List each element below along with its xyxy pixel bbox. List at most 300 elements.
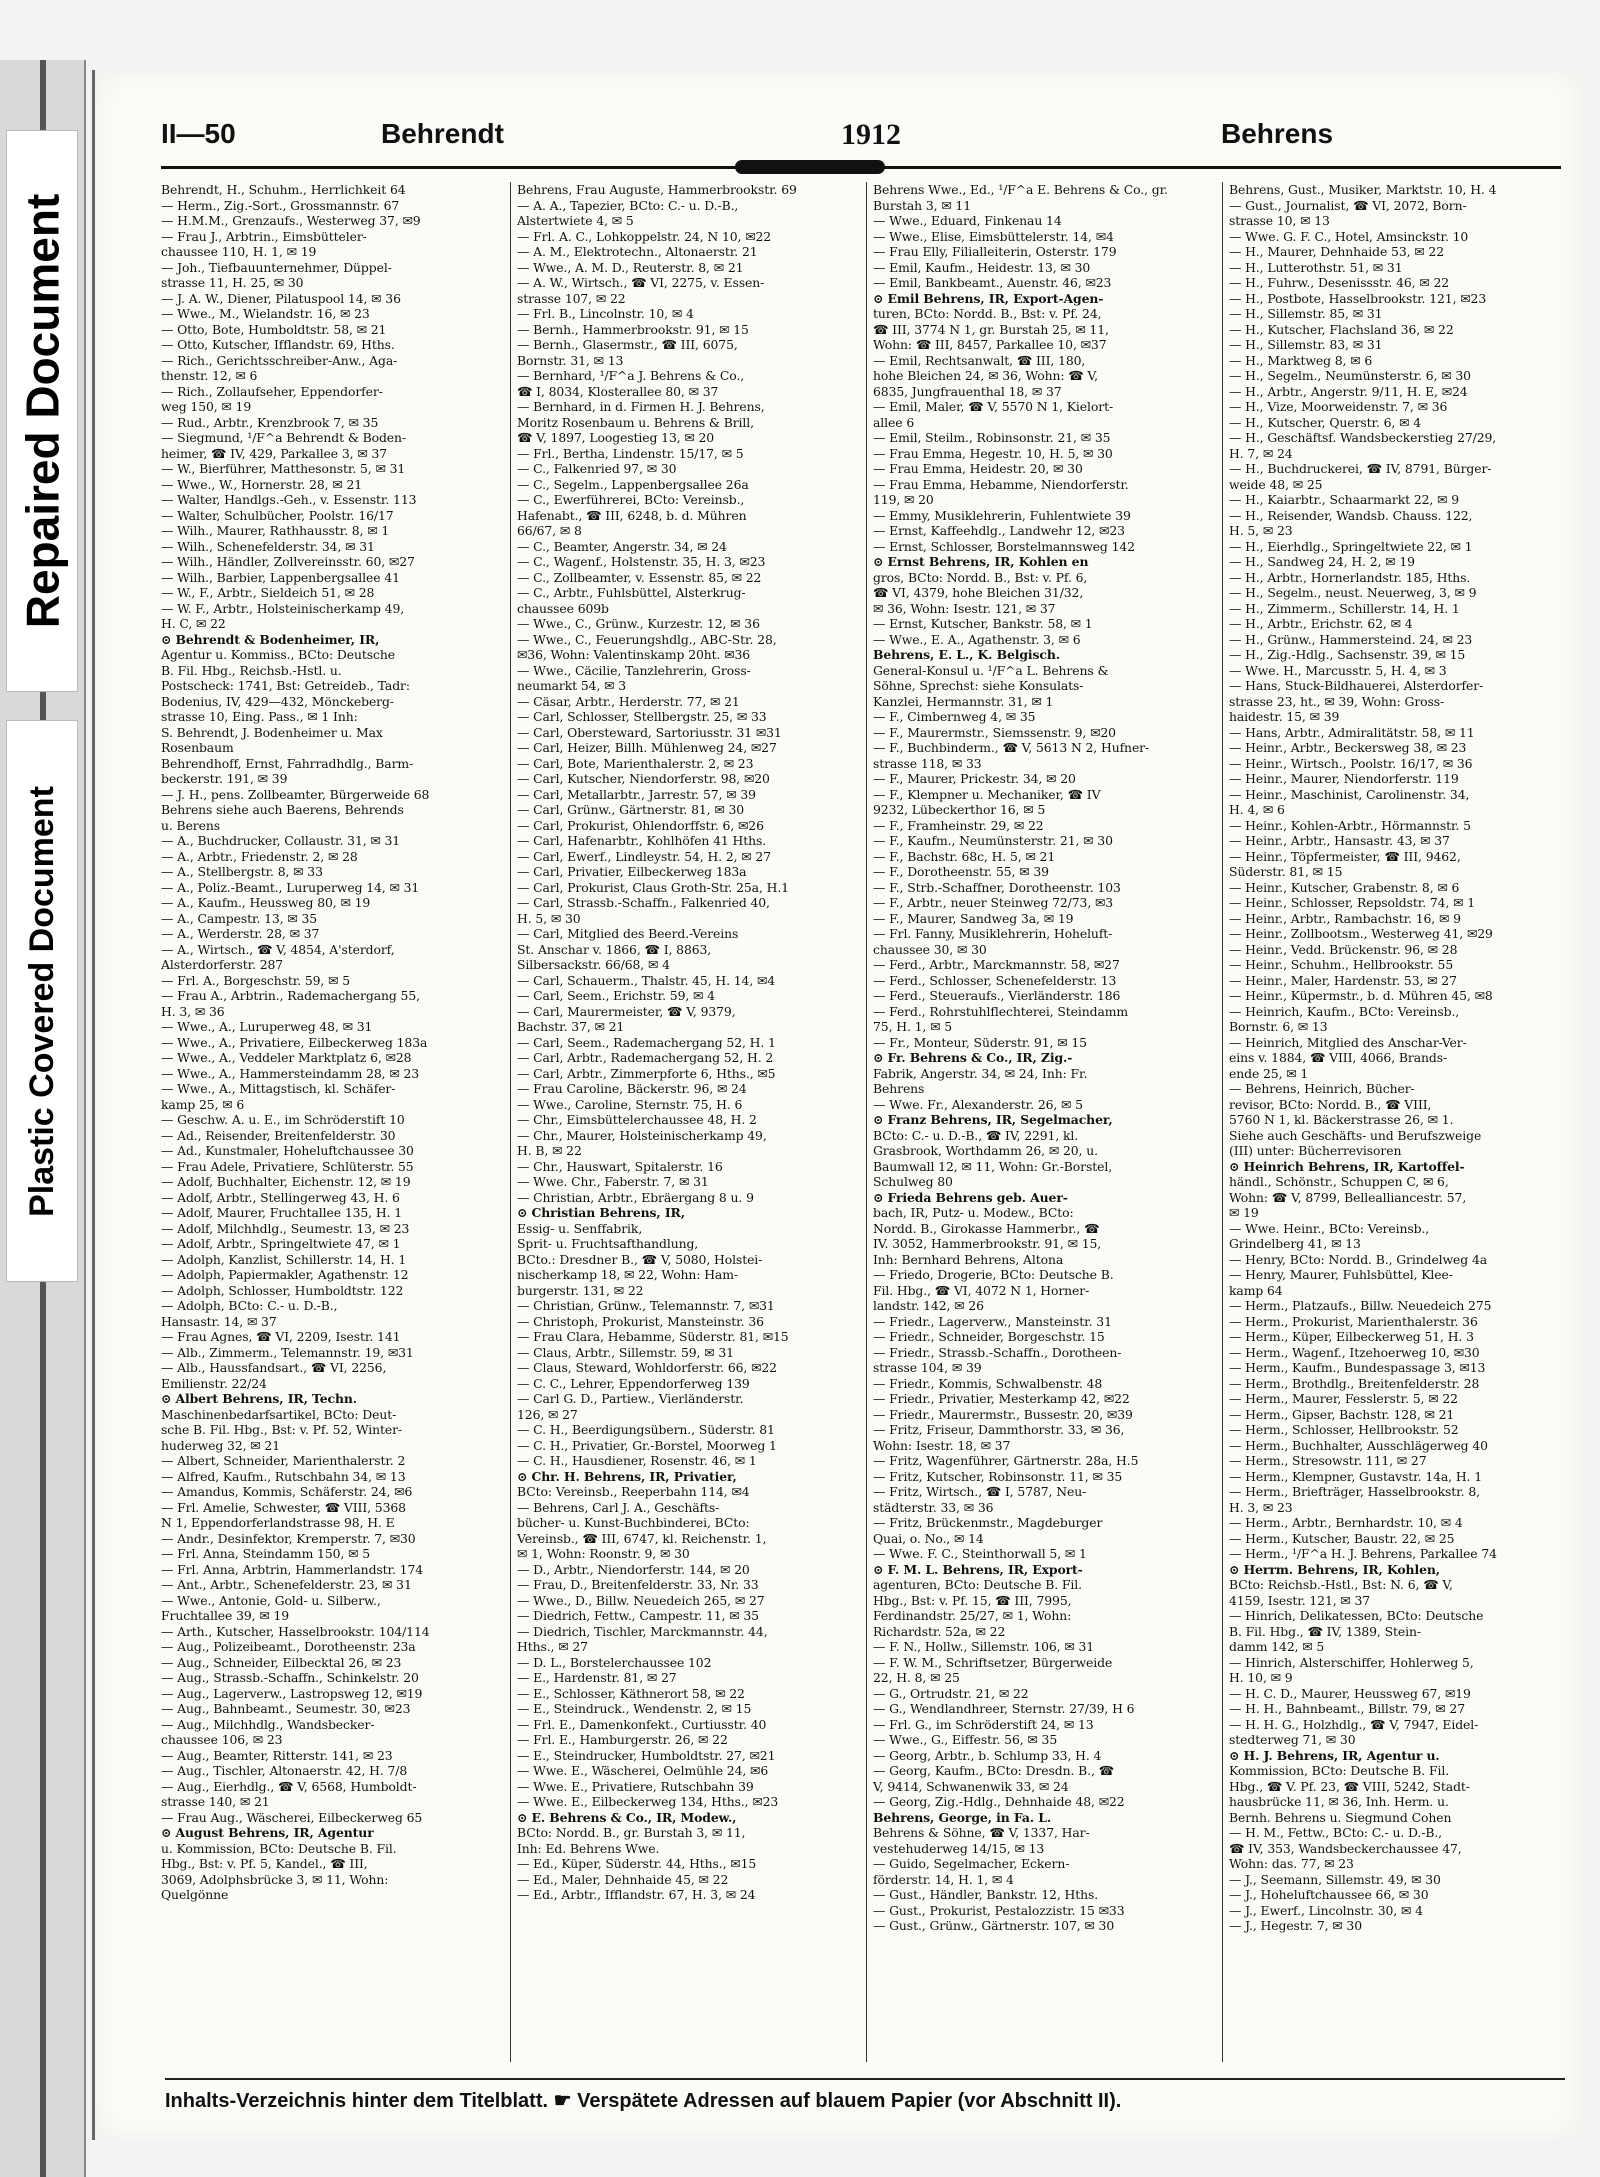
directory-entry: — Ernst, Kaffeehdlg., Landwehr 12, ✉23 <box>873 523 1125 538</box>
directory-entry: — Bernh., Glasermstr., ☎ III, 6075, <box>517 337 738 352</box>
directory-entry: — Chr., Hauswart, Spitalerstr. 16 <box>517 1158 723 1174</box>
directory-entry: H. C, ✉ 22 <box>161 616 226 631</box>
directory-entry: — Frl. A., Borgeschstr. 59, ✉ 5 <box>161 972 351 988</box>
directory-entry: — A., Wirtsch., ☎ V, 4854, A'sterdorf, <box>161 941 395 957</box>
directory-entry: — Herm., Küper, Eilbeckerweg 51, H. 3 <box>1229 1329 1474 1344</box>
directory-entry: — W., Bierführer, Matthesonstr. 5, ✉ 31 <box>161 461 406 476</box>
directory-entry: — C. C., Lehrer, Eppendorferweg 139 <box>517 1375 750 1391</box>
directory-entry: Hbg., Bst: v. Pf. 5, Kandel., ☎ III, <box>161 1856 368 1871</box>
directory-entry: — Herm., Gipser, Bachstr. 128, ✉ 21 <box>1229 1406 1455 1422</box>
directory-entry: — Ferd., Schlosser, Schenefelderstr. 13 <box>873 972 1117 988</box>
directory-entry: — Herm., Kutscher, Baustr. 22, ✉ 25 <box>1229 1530 1455 1546</box>
column-separator <box>866 182 867 2062</box>
directory-entry: — Herm., Arbtr., Bernhardstr. 10, ✉ 4 <box>1229 1515 1463 1530</box>
directory-entry: — Gust., Händler, Bankstr. 12, Hths. <box>873 1887 1099 1902</box>
directory-entry: — Carl, Grünw., Gärtnerstr. 81, ✉ 30 <box>517 802 745 817</box>
directory-entry: (III) unter: Bücherrevisoren <box>1229 1143 1402 1158</box>
directory-entry: neumarkt 54, ✉ 3 <box>517 678 627 693</box>
directory-entry: Behrens, Gust., Musiker, Marktstr. 10, H. 4 <box>1229 182 1497 197</box>
directory-entry: — Gust., Grünw., Gärtnerstr. 107, ✉ 30 <box>873 1918 1115 1933</box>
directory-entry: — Wwe., Elise, Eimsbüttelerstr. 14, ✉4 <box>873 228 1114 244</box>
directory-entry: — H., Grünw., Hammersteind. 24, ✉ 23 <box>1229 631 1473 647</box>
header-rule-ornament <box>735 160 885 174</box>
directory-entry: — Bernh., Hammerbrookstr. 91, ✉ 15 <box>517 321 749 337</box>
directory-entry: — Wwe. Fr., Alexanderstr. 26, ✉ 5 <box>873 1096 1083 1112</box>
directory-entry: — Fr., Monteur, Süderstr. 91, ✉ 15 <box>873 1034 1087 1050</box>
directory-entry: — Claus, Steward, Wohldorferstr. 66, ✉22 <box>517 1360 777 1375</box>
directory-entry: — Emil, Steilm., Robinsonstr. 21, ✉ 35 <box>873 430 1111 445</box>
directory-entry: ⊙ Franz Behrens, IR, Segelmacher, <box>873 1112 1113 1127</box>
directory-entry: Fil. Hbg., ☎ VI, 4072 N 1, Horner- <box>873 1282 1090 1298</box>
directory-entry: Rosenbaum <box>161 740 234 755</box>
directory-entry: Behrens Wwe., Ed., ¹/F^a E. Behrens & Co., gr. <box>873 182 1168 197</box>
directory-entry: H. 3, ✉ 36 <box>161 1003 225 1019</box>
directory-entry: — H., Zimmerm., Schillerstr. 14, H. 1 <box>1229 600 1460 616</box>
directory-entry: — C. H., Beerdigungsübern., Süderstr. 81 <box>517 1422 775 1437</box>
directory-entry: — Hans, Arbtr., Admiralitätstr. 58, ✉ 11 <box>1229 724 1475 740</box>
directory-entry: St. Anschar v. 1866, ☎ I, 8863, <box>517 941 712 957</box>
directory-entry: — Georg, Arbtr., b. Schlump 33, H. 4 <box>873 1747 1102 1763</box>
directory-entry: sche B. Fil. Hbg., Bst: v. Pf. 52, Winter- <box>161 1422 403 1437</box>
directory-entry: — Ed., Küper, Süderstr. 44, Hths., ✉15 <box>517 1856 757 1871</box>
directory-entry: — Fritz, Kutscher, Robinsonstr. 11, ✉ 35 <box>873 1468 1123 1484</box>
directory-entry: stedterweg 71, ✉ 30 <box>1229 1732 1356 1747</box>
directory-entry: chaussee 30, ✉ 30 <box>873 941 987 957</box>
directory-entry: — H., Kutscher, Querstr. 6, ✉ 4 <box>1229 414 1421 430</box>
directory-entry: — Siegmund, ¹/F^a Behrendt & Boden- <box>161 430 406 445</box>
directory-entry: — Rich., Gerichtsschreiber-Anw., Aga- <box>161 352 398 368</box>
directory-entry: — Frau J., Arbtrin., Eimsbütteler- <box>161 228 367 244</box>
directory-entry: ⊙ August Behrens, IR, Agentur <box>161 1825 374 1840</box>
directory-entry: — Christian, Grünw., Telemannstr. 7, ✉31 <box>517 1298 775 1313</box>
directory-entry: — Friedo, Drogerie, BCto: Deutsche B. <box>873 1267 1114 1282</box>
directory-entry: — Wwe., Antonie, Gold- u. Silberw., <box>161 1592 381 1608</box>
directory-entry: — H., Kaiarbtr., Schaarmarkt 22, ✉ 9 <box>1229 492 1459 507</box>
directory-entry: — Heinr., Arbtr., Beckersweg 38, ✉ 23 <box>1229 740 1467 755</box>
directory-entry: — Amandus, Kommis, Schäferstr. 24, ✉6 <box>161 1484 413 1499</box>
directory-entry: — Wwe., C., Grünw., Kurzestr. 12, ✉ 36 <box>517 616 760 631</box>
directory-entry: 22, H. 8, ✉ 25 <box>873 1670 960 1685</box>
directory-entry: ⊙ H. J. Behrens, IR, Agentur u. <box>1229 1747 1440 1763</box>
directory-entry: gros, BCto: Nordd. B., Bst: v. Pf. 6, <box>873 569 1088 585</box>
directory-entry: — Wwe., A., Hammersteindamm 28, ✉ 23 <box>161 1065 420 1081</box>
directory-entry: u. Kommission, BCto: Deutsche B. Fil. <box>161 1840 397 1856</box>
directory-entry: — Arth., Kutscher, Hasselbrookstr. 104/114 <box>161 1623 430 1639</box>
repaired-document-label <box>6 130 78 692</box>
directory-entry: — C., Arbtr., Fuhlsbüttel, Alsterkrug- <box>517 585 746 600</box>
directory-entry: H. 5, ✉ 23 <box>1229 523 1293 538</box>
directory-entry: S. Behrendt, J. Bodenheimer u. Max <box>161 724 383 740</box>
directory-entry: — Wwe., A., Mittagstisch, kl. Schäfer- <box>161 1081 396 1096</box>
directory-entry: — Wwe., Eduard, Finkenau 14 <box>873 213 1062 228</box>
directory-entry: — Henry, Maurer, Fuhlsbüttel, Klee- <box>1229 1267 1453 1282</box>
directory-entry: — H., Maurer, Dehnhaide 53, ✉ 22 <box>1229 244 1444 259</box>
directory-entry: — C. H., Hausdiener, Rosenstr. 46, ✉ 1 <box>517 1453 757 1468</box>
directory-entry: beckerstr. 191, ✉ 39 <box>161 771 288 786</box>
directory-entry: — Carl, Seem., Erichstr. 59, ✉ 4 <box>517 988 715 1003</box>
directory-entry: — C., Wagenf., Holstenstr. 35, H. 3, ✉23 <box>517 554 766 569</box>
directory-entry: Behrens <box>873 1081 925 1096</box>
directory-entry: — Gust., Journalist, ☎ VI, 2072, Born- <box>1229 197 1467 213</box>
directory-entry: — Wwe., W., Hornerstr. 28, ✉ 21 <box>161 476 363 492</box>
directory-entry: — A., Arbtr., Friedenstr. 2, ✉ 28 <box>161 848 358 864</box>
directory-entry: V, 9414, Schwanenwik 33, ✉ 24 <box>873 1778 1069 1794</box>
header-year: 1912 <box>841 118 901 151</box>
directory-entry: — Behrens, Heinrich, Bücher- <box>1229 1081 1415 1096</box>
directory-entry: — Carl, Arbtr., Rademachergang 52, H. 2 <box>517 1050 774 1065</box>
directory-entry: — Carl, Schauerm., Thalstr. 45, H. 14, ✉4 <box>517 972 776 988</box>
directory-entry: — Frau Agnes, ☎ VI, 2209, Isestr. 141 <box>161 1329 401 1344</box>
directory-entry: strasse 140, ✉ 21 <box>161 1794 270 1809</box>
directory-entry: Hbg., Bst: v. Pf. 15, ☎ III, 7995, <box>873 1592 1072 1608</box>
directory-entry: — Adolf, Maurer, Fruchtallee 135, H. 1 <box>161 1205 403 1220</box>
directory-entry: Quai, o. No., ✉ 14 <box>873 1530 984 1546</box>
directory-entry: — Heinr., Küpermstr., b. d. Mühren 45, ✉8 <box>1229 988 1493 1003</box>
directory-entry: agenturen, BCto: Deutsche B. Fil. <box>873 1577 1082 1592</box>
directory-entry: — Joh., Tiefbauunternehmer, Düppel- <box>161 259 392 275</box>
directory-entry: — Aug., Milchhdlg., Wandsbecker- <box>161 1716 375 1732</box>
directory-entry: 119, ✉ 20 <box>873 492 934 507</box>
directory-entry: — Frl. Anna, Steindamm 150, ✉ 5 <box>161 1546 370 1561</box>
directory-entry: — H., Reisender, Wandsb. Chauss. 122, <box>1229 507 1473 523</box>
directory-entry: — F., Buchbinderm., ☎ V, 5613 N 2, Hufner- <box>873 740 1150 755</box>
directory-entry: BCto.: Dresdner B., ☎ V, 5080, Holstei- <box>517 1251 763 1267</box>
directory-entry: Kanzlei, Hermannstr. 31, ✉ 1 <box>873 693 1054 709</box>
directory-entry: — Wwe., A. M. D., Reuterstr. 8, ✉ 21 <box>517 259 744 275</box>
directory-entry: revisor, BCto: Nordd. B., ☎ VIII, <box>1229 1096 1432 1112</box>
directory-entry: — Carl G. D., Partiew., Vierländerstr. <box>517 1391 744 1406</box>
directory-entry: — Friedr., Kommis, Schwalbenstr. 48 <box>873 1375 1103 1391</box>
directory-entry: — J., Hoheluftchaussee 66, ✉ 30 <box>1229 1887 1429 1902</box>
directory-entry: — Ferd., Arbtr., Marckmannstr. 58, ✉27 <box>873 957 1120 972</box>
directory-entry: — C., Ewerführerei, BCto: Vereinsb., <box>517 492 745 507</box>
directory-entry: — Christoph, Prokurist, Mansteinstr. 36 <box>517 1313 764 1329</box>
directory-entry: — Chr., Maurer, Holsteinischerkamp 49, <box>517 1127 767 1143</box>
directory-entry: General-Konsul u. ¹/F^a L. Behrens & <box>873 662 1109 678</box>
directory-entry: — G., Wendlandhreer, Sternstr. 27/39, H 6 <box>873 1701 1135 1716</box>
directory-entry: — H. H., Bahnbeamt., Billstr. 79, ✉ 27 <box>1229 1701 1465 1716</box>
directory-entry: Behrendt, H., Schuhm., Herrlichkeit 64 <box>161 182 406 197</box>
directory-entry: — Wwe., A., Veddeler Marktplatz 6, ✉28 <box>161 1050 412 1065</box>
directory-entry: Ferdinandstr. 25/27, ✉ 1, Wohn: <box>873 1608 1072 1623</box>
directory-entry: — Ed., Maler, Dehnhaide 45, ✉ 22 <box>517 1871 729 1887</box>
directory-entry: — A. M., Elektrotechn., Altonaerstr. 21 <box>517 244 758 259</box>
directory-entry: — Herm., Brothdlg., Breitenfelderstr. 28 <box>1229 1375 1480 1391</box>
directory-entry: — Albert, Schneider, Marienthalerstr. 2 <box>161 1453 406 1468</box>
directory-entry: — A. A., Tapezier, BCto: C.- u. D.-B., <box>517 197 739 213</box>
directory-entry: Silbersackstr. 66/68, ✉ 4 <box>517 957 670 972</box>
directory-entry: — Wwe., Caroline, Sternstr. 75, H. 6 <box>517 1096 743 1112</box>
directory-entry: — Frau A., Arbtrin., Rademachergang 55, <box>161 988 420 1003</box>
directory-entry: ⊙ Frieda Behrens geb. Auer- <box>873 1189 1068 1205</box>
directory-entry: Vereinsb., ☎ III, 6747, kl. Reichenstr. 1, <box>517 1530 767 1546</box>
directory-entry: — Frl. Fanny, Musiklehrerin, Hoheluft- <box>873 926 1113 941</box>
directory-entry: H. 7, ✉ 24 <box>1229 445 1293 461</box>
directory-entry: — Wwe. H., Marcusstr. 5, H. 4, ✉ 3 <box>1229 662 1447 678</box>
directory-entry: — Frau Clara, Hebamme, Süderstr. 81, ✉15 <box>517 1329 789 1344</box>
directory-entry: — Adolf, Buchhalter, Eichenstr. 12, ✉ 19 <box>161 1174 411 1189</box>
column-4 <box>1229 182 1571 2062</box>
directory-entry: — Ferd., Steueraufs., Vierländerstr. 186 <box>873 988 1121 1003</box>
directory-entry: — Geschw. A. u. E., im Schröderstift 10 <box>161 1112 405 1127</box>
directory-entry: chaussee 609b <box>517 600 609 616</box>
directory-entry: kamp 25, ✉ 6 <box>161 1096 245 1112</box>
directory-entry: — Frl. Amelie, Schwester, ☎ VIII, 5368 <box>161 1499 406 1515</box>
directory-entry: Quelgönne <box>161 1887 229 1902</box>
directory-entry: — Carl, Schlosser, Stellbergstr. 25, ✉ 33 <box>517 709 767 724</box>
directory-entry: Bachstr. 37, ✉ 21 <box>517 1019 625 1034</box>
directory-entry: — Frl. E., Hamburgerstr. 26, ✉ 22 <box>517 1732 728 1747</box>
directory-entry: — Guido, Segelmacher, Eckern- <box>873 1856 1070 1871</box>
directory-entry: — H., Sillemstr. 83, ✉ 31 <box>1229 337 1383 352</box>
header-left-name: Behrendt <box>381 118 504 149</box>
directory-entry: — Carl, Prokurist, Claus Groth-Str. 25a, H.1 <box>517 879 789 895</box>
directory-entry: strasse 104, ✉ 39 <box>873 1360 982 1375</box>
directory-entry: — Carl, Metallarbtr., Jarrestr. 57, ✉ 39 <box>517 786 756 802</box>
directory-entry: — Carl, Heizer, Billh. Mühlenweg 24, ✉27 <box>517 740 777 755</box>
directory-entry: Hansastr. 14, ✉ 37 <box>161 1313 277 1329</box>
directory-entry: ☎ IV, 353, Wandsbeckerchaussee 47, <box>1229 1840 1462 1856</box>
directory-entry: — Aug., Eierhdlg., ☎ V, 6568, Humboldt- <box>161 1778 417 1794</box>
directory-entry: u. Berens <box>161 817 220 833</box>
directory-entry: IV. 3052, Hammerbrookstr. 91, ✉ 15, <box>873 1236 1102 1251</box>
directory-entry: — Christian, Arbtr., Ebräergang 8 u. 9 <box>517 1189 754 1205</box>
directory-page <box>92 70 1581 2140</box>
directory-entry: — Ernst, Schlosser, Borstelmannsweg 142 <box>873 538 1135 554</box>
directory-entry: Maschinenbedarfsartikel, BCto: Deut- <box>161 1406 397 1422</box>
directory-entry: — Otto, Kutscher, Ifflandstr. 69, Hths. <box>161 337 395 352</box>
directory-entry: — Wwe. E., Privatiere, Rutschbahn 39 <box>517 1778 754 1794</box>
directory-entry: — Bernhard, in d. Firmen H. J. Behrens, <box>517 399 765 414</box>
directory-entry: — Heinr., Töpfermeister, ☎ III, 9462, <box>1229 848 1461 864</box>
directory-entry: Behrendhoff, Ernst, Fahrradhdlg., Barm- <box>161 755 414 771</box>
directory-entry: ☎ III, 3774 N 1, gr. Burstah 25, ✉ 11, <box>873 321 1109 337</box>
directory-entry: haidestr. 15, ✉ 39 <box>1229 709 1340 724</box>
directory-entry: BCto: Nordd. B., gr. Burstah 3, ✉ 11, <box>517 1825 746 1840</box>
directory-entry: — Fritz, Wirtsch., ☎ I, 5787, Neu- <box>873 1484 1087 1499</box>
directory-entry: — Frau Emma, Heidestr. 20, ✉ 30 <box>873 461 1083 476</box>
directory-entry: — Heinr., Kohlen-Arbtr., Hörmannstr. 5 <box>1229 817 1471 833</box>
directory-entry: — Hinrich, Alsterschiffer, Hohlerweg 5, <box>1229 1654 1474 1670</box>
column-1 <box>161 182 503 2062</box>
directory-entry: Wohn: das. 77, ✉ 23 <box>1229 1856 1354 1871</box>
directory-entry: — Henry, BCto: Nordd. B., Grindelweg 4a <box>1229 1251 1488 1267</box>
directory-entry: — Carl, Strassb.-Schaffn., Falkenried 40, <box>517 895 770 910</box>
directory-entry: — Herm., Stresowstr. 111, ✉ 27 <box>1229 1453 1427 1468</box>
directory-entry: Grindelberg 41, ✉ 13 <box>1229 1236 1361 1251</box>
directory-entry: — Wwe., A., Luruperweg 48, ✉ 31 <box>161 1019 373 1034</box>
directory-entry: — Walter, Schulbücher, Poolstr. 16/17 <box>161 507 394 523</box>
directory-entry: — Fritz, Wagenführer, Gärtnerstr. 28a, H.5 <box>873 1453 1139 1468</box>
directory-entry: Baumwall 12, ✉ 11, Wohn: Gr.-Borstel, <box>873 1158 1113 1174</box>
directory-entry: turen, BCto: Nordd. B., Bst: v. Pf. 24, <box>873 306 1102 321</box>
directory-entry: — Aug., Polizeibeamt., Dorotheenstr. 23a <box>161 1639 416 1654</box>
directory-entry: ☎ VI, 4379, hohe Bleichen 31/32, <box>873 585 1084 600</box>
directory-entry: — Carl, Ewerf., Lindleystr. 54, H. 2, ✉ 27 <box>517 848 771 864</box>
directory-entry: — D. L., Borstelerchaussee 102 <box>517 1654 712 1670</box>
directory-entry: — Hinrich, Delikatessen, BCto: Deutsche <box>1229 1608 1484 1623</box>
directory-entry: — Fritz, Friseur, Dammthorstr. 33, ✉ 36, <box>873 1422 1125 1437</box>
directory-entry: — Frau, D., Breitenfelderstr. 33, Nr. 33 <box>517 1577 759 1592</box>
directory-entry: hausbrücke 11, ✉ 36, Inh. Herm. u. <box>1229 1794 1449 1809</box>
directory-entry: — Frau Emma, Hegestr. 10, H. 5, ✉ 30 <box>873 445 1113 461</box>
directory-entry: — W., F., Arbtr., Sieldeich 51, ✉ 28 <box>161 585 375 600</box>
directory-entry: Moritz Rosenbaum u. Behrens & Brill, <box>517 414 754 430</box>
directory-entry: kamp 64 <box>1229 1282 1283 1298</box>
directory-entry: — E., Steindrucker, Humboldtstr. 27, ✉21 <box>517 1747 776 1763</box>
directory-entry: — Emil, Bankbeamt., Auenstr. 46, ✉23 <box>873 275 1112 290</box>
directory-entry: — Carl, Mitglied des Beerd.-Vereins <box>517 926 739 941</box>
directory-entry: — H., Arbtr., Hornerlandstr. 185, Hths. <box>1229 569 1471 585</box>
directory-entry: — Fritz, Brückenmstr., Magdeburger <box>873 1515 1103 1530</box>
directory-entry: — Herm., Schlosser, Hellbrookstr. 52 <box>1229 1422 1459 1437</box>
directory-entry: Sprit- u. Fruchtsafthandlung, <box>517 1236 699 1251</box>
directory-entry: — Frl. Anna, Arbtrin, Hammerlandstr. 174 <box>161 1561 424 1577</box>
directory-entry: — Adolph, BCto: C.- u. D.-B., <box>161 1298 338 1313</box>
directory-entry: — Aug., Tischler, Altonaerstr. 42, H. 7/8 <box>161 1763 408 1778</box>
directory-entry: Wohn: Isestr. 18, ✉ 37 <box>873 1437 1011 1453</box>
directory-entry: ✉36, Wohn: Valentinskamp 20ht. ✉36 <box>517 647 751 662</box>
directory-entry: — W. F., Arbtr., Holsteinischerkamp 49, <box>161 600 405 616</box>
directory-entry: damm 142, ✉ 5 <box>1229 1639 1325 1654</box>
directory-entry: — Wilh., Barbier, Lappenbergsallee 41 <box>161 569 400 585</box>
directory-entry: — H., Lutterothstr. 51, ✉ 31 <box>1229 259 1403 275</box>
directory-entry: — Cäsar, Arbtr., Herderstr. 77, ✉ 21 <box>517 693 740 709</box>
directory-entry: — F. N., Hollw., Sillemstr. 106, ✉ 31 <box>873 1639 1095 1654</box>
directory-entry: H. B, ✉ 22 <box>517 1143 582 1158</box>
directory-entry: — Diedrich, Fettw., Campestr. 11, ✉ 35 <box>517 1608 759 1623</box>
directory-entry: — Carl, Maurermeister, ☎ V, 9379, <box>517 1003 736 1019</box>
directory-entry: Emilienstr. 22/24 <box>161 1375 267 1391</box>
directory-entry: — H.M.M., Grenzaufs., Westerweg 37, ✉9 <box>161 213 421 228</box>
directory-entry: — Wwe. Heinr., BCto: Vereinsb., <box>1229 1220 1430 1236</box>
directory-entry: ⊙ Fr. Behrens & Co., IR, Zig.- <box>873 1050 1073 1065</box>
directory-entry: — H., Eierhdlg., Springeltwiete 22, ✉ 1 <box>1229 538 1473 554</box>
directory-entry: — Wwe., Cäcilie, Tanzlehrerin, Gross- <box>517 662 751 678</box>
directory-entry: — H., Sandweg 24, H. 2, ✉ 19 <box>1229 554 1415 569</box>
directory-entry: Behrens siehe auch Baerens, Behrends <box>161 802 404 817</box>
directory-entry: Hths., ✉ 27 <box>517 1639 588 1654</box>
directory-entry: — Chr., Eimsbüttelerchaussee 48, H. 2 <box>517 1112 757 1127</box>
directory-entry: — Friedr., Privatier, Mesterkamp 42, ✉22 <box>873 1391 1130 1406</box>
directory-entry: Wohn: ☎ III, 8457, Parkallee 10, ✉37 <box>873 337 1107 352</box>
directory-entry: burgerstr. 131, ✉ 22 <box>517 1282 644 1298</box>
directory-entry: — Wwe., M., Wielandstr. 16, ✉ 23 <box>161 306 370 321</box>
directory-entry: — J., Seemann, Sillemstr. 49, ✉ 30 <box>1229 1871 1441 1887</box>
directory-entry: — H., Arbtr., Erichstr. 62, ✉ 4 <box>1229 616 1413 631</box>
directory-entry: — F., Strb.-Schaffner, Dorotheenstr. 103 <box>873 879 1121 895</box>
directory-entry: — H., Marktweg 8, ✉ 6 <box>1229 352 1373 368</box>
directory-entry: — Aug., Strassb.-Schaffn., Schinkelstr. 20 <box>161 1670 419 1685</box>
directory-entry: — E., Hardenstr. 81, ✉ 27 <box>517 1670 677 1685</box>
directory-entry: — Gust., Prokurist, Pestalozzistr. 15 ✉33 <box>873 1902 1125 1918</box>
directory-entry: vestehuderweg 14/15, ✉ 13 <box>873 1840 1045 1856</box>
directory-entry: städterstr. 33, ✉ 36 <box>873 1499 994 1515</box>
directory-entry: — Ad., Reisender, Breitenfelderstr. 30 <box>161 1127 396 1143</box>
directory-entry: — Hans, Stuck-Bildhauerei, Alsterdorfer- <box>1229 678 1484 693</box>
directory-entry: — Herm., ¹/F^a H. J. Behrens, Parkallee 74 <box>1229 1546 1497 1561</box>
directory-entry: strasse 23, ht., ✉ 39, Wohn: Gross- <box>1229 693 1445 709</box>
directory-entry: — F., Maurer, Sandweg 3a, ✉ 19 <box>873 910 1074 926</box>
directory-entry: — Wwe. E., Wäscherei, Oelmühle 24, ✉6 <box>517 1763 769 1778</box>
directory-entry: — H., Zig.-Hdlg., Sachsenstr. 39, ✉ 15 <box>1229 647 1466 662</box>
directory-entry: — Carl, Bote, Marienthalerstr. 2, ✉ 23 <box>517 755 754 771</box>
directory-entry: — H. M., Fettw., BCto: C.- u. D.-B., <box>1229 1825 1443 1840</box>
directory-entry: Alstertwiete 4, ✉ 5 <box>517 213 634 228</box>
directory-entry: — Frl. G., im Schröderstift 24, ✉ 13 <box>873 1716 1094 1732</box>
directory-entry: — A., Kaufm., Heussweg 80, ✉ 19 <box>161 895 371 910</box>
directory-entry: — C., Falkenried 97, ✉ 30 <box>517 461 677 476</box>
directory-entry: — Frl. B., Lincolnstr. 10, ✉ 4 <box>517 306 694 321</box>
directory-entry: — Wwe. E., Eilbeckerweg 134, Hths., ✉23 <box>517 1794 779 1809</box>
directory-entry: 3069, Adolphsbrücke 3, ✉ 11, Wohn: <box>161 1871 389 1887</box>
directory-entry: — Frl. A. C., Lohkoppelstr. 24, N 10, ✉22 <box>517 228 772 244</box>
directory-entry: — Alb., Haussfandsart., ☎ VI, 2256, <box>161 1360 387 1375</box>
directory-entry: — Diedrich, Tischler, Marckmannstr. 44, <box>517 1623 768 1639</box>
directory-entry: — Herm., Maurer, Fesslerstr. 5, ✉ 22 <box>1229 1391 1458 1406</box>
directory-entry: händl., Schönstr., Schuppen C, ✉ 6, <box>1229 1174 1449 1189</box>
directory-entry: chaussee 106, ✉ 23 <box>161 1732 283 1747</box>
directory-entry: — Friedr., Lagerverw., Mansteinstr. 31 <box>873 1313 1112 1329</box>
directory-entry: thenstr. 12, ✉ 6 <box>161 368 258 383</box>
directory-entry: — Frau Caroline, Bäckerstr. 96, ✉ 24 <box>517 1081 747 1096</box>
directory-entry: — Georg, Kaufm., BCto: Dresdn. B., ☎ <box>873 1763 1114 1778</box>
directory-entry: Hbg., ☎ V. Pf. 23, ☎ VIII, 5242, Stadt- <box>1229 1778 1470 1794</box>
directory-entry: — Walter, Handlgs.-Geh., v. Essenstr. 113 <box>161 492 417 507</box>
directory-entry: ende 25, ✉ 1 <box>1229 1065 1309 1081</box>
directory-entry: — Emil, Rechtsanwalt, ☎ III, 180, <box>873 352 1086 368</box>
directory-entry: — Friedr., Strassb.-Schaffn., Dorotheen- <box>873 1344 1122 1360</box>
directory-entry: ✉ 19 <box>1229 1205 1259 1220</box>
directory-entry: — Heinr., Arbtr., Hansastr. 43, ✉ 37 <box>1229 833 1450 848</box>
directory-entry: — A., Werderstr. 28, ✉ 37 <box>161 926 320 941</box>
directory-entry: ⊙ Chr. H. Behrens, IR, Privatier, <box>517 1468 737 1484</box>
directory-entry: Söhne, Sprechst: siehe Konsulats- <box>873 678 1084 693</box>
directory-entry: — F., Framheinstr. 29, ✉ 22 <box>873 817 1044 833</box>
directory-entry: — Emmy, Musiklehrerin, Fuhlentwiete 39 <box>873 507 1131 523</box>
directory-entry: — Adolf, Arbtr., Springeltwiete 47, ✉ 1 <box>161 1236 401 1251</box>
directory-entry: H. 3, ✉ 23 <box>1229 1499 1293 1515</box>
directory-entry: Fruchtallee 39, ✉ 19 <box>161 1608 290 1623</box>
directory-entry: — C., Zollbeamter, v. Essenstr. 85, ✉ 22 <box>517 569 762 585</box>
directory-entry: — Claus, Arbtr., Sillemstr. 59, ✉ 31 <box>517 1344 734 1360</box>
directory-entry: — Herm., Klempner, Gustavstr. 14a, H. 1 <box>1229 1468 1483 1484</box>
directory-entry: — Heinr., Kutscher, Grabenstr. 8, ✉ 6 <box>1229 879 1460 895</box>
directory-entry: — Wwe., G., Eiffestr. 56, ✉ 35 <box>873 1732 1058 1747</box>
directory-entry: Behrens, Frau Auguste, Hammerbrookstr. 69 <box>517 182 797 197</box>
directory-entry: ✉ 1, Wohn: Roonstr. 9, ✉ 30 <box>517 1546 690 1561</box>
directory-entry: Siehe auch Geschäfts- und Berufszweige <box>1229 1127 1482 1143</box>
directory-entry: Essig- u. Senffabrik, <box>517 1220 643 1236</box>
directory-entry: — Wilh., Schenefelderstr. 34, ✉ 31 <box>161 538 375 554</box>
column-separator <box>1222 182 1223 2062</box>
directory-entry: — Alfred, Kaufm., Rutschbahn 34, ✉ 13 <box>161 1468 406 1484</box>
directory-entry: — H., Sillemstr. 85, ✉ 31 <box>1229 306 1383 321</box>
plastic-covered-label <box>6 720 78 1282</box>
directory-entry: Grasbrook, Worthdamm 26, ✉ 20, u. <box>873 1143 1098 1158</box>
directory-entry: — Aug., Beamter, Ritterstr. 141, ✉ 23 <box>161 1747 393 1763</box>
directory-entry: — Herm., Zig.-Sort., Grossmannstr. 67 <box>161 197 400 213</box>
directory-entry: ☎ V, 1897, Loogestieg 13, ✉ 20 <box>517 430 715 445</box>
directory-entry: ⊙ Christian Behrens, IR, <box>517 1205 685 1220</box>
directory-entry: 75, H. 1, ✉ 5 <box>873 1019 952 1034</box>
directory-entry: Behrens, E. L., K. Belgisch. <box>873 647 1060 662</box>
directory-entry: — Ferd., Rohrstuhlflechterei, Steindamm <box>873 1003 1129 1019</box>
page-number: II—50 <box>161 118 236 149</box>
directory-entry: eins v. 1884, ☎ VIII, 4066, Brands- <box>1229 1050 1448 1065</box>
directory-entry: — Heinrich, Kaufm., BCto: Vereinsb., <box>1229 1003 1460 1019</box>
directory-entry: — Frl., Bertha, Lindenstr. 15/17, ✉ 5 <box>517 445 744 461</box>
